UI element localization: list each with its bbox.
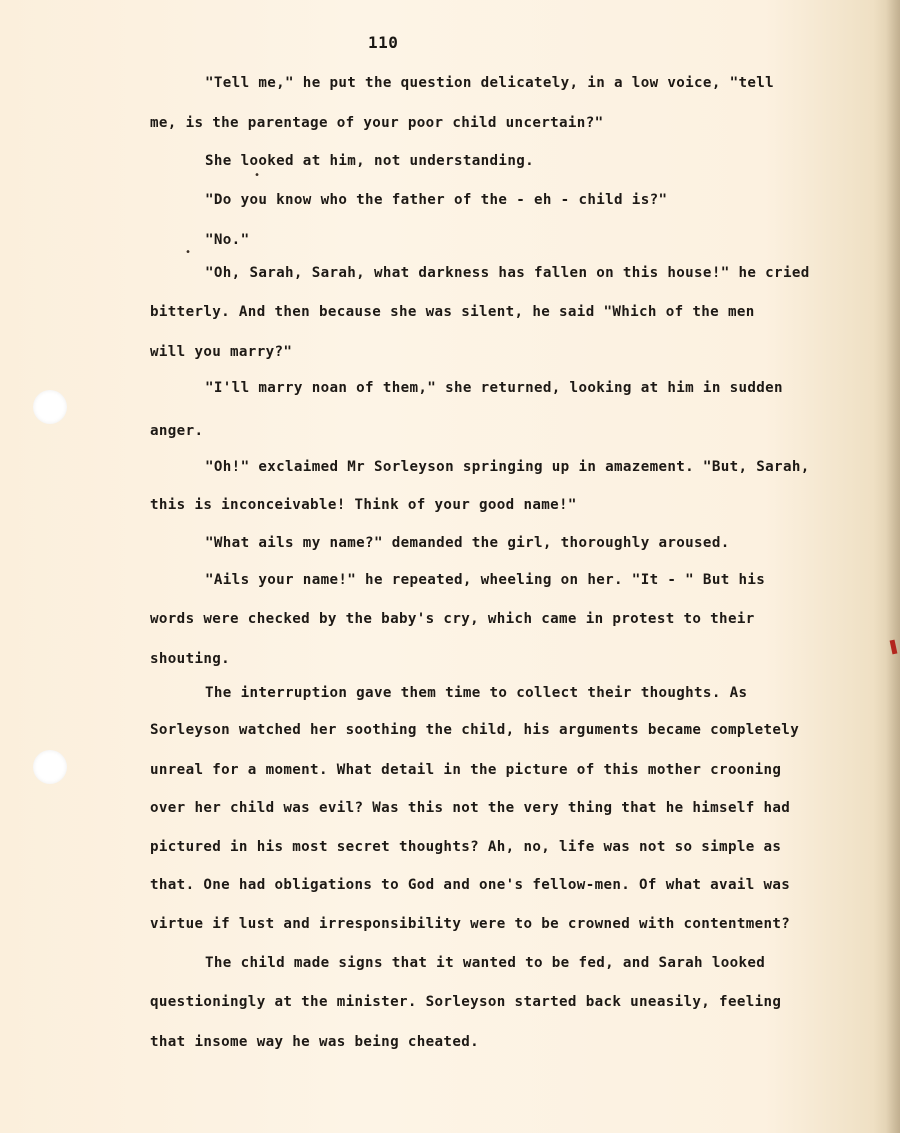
text-line: "No." [205, 232, 250, 248]
page-edge-shadow [886, 0, 900, 1133]
text-line: The child made signs that it wanted to be fed, and Sarah looked [205, 955, 766, 971]
text-line: "Tell me," he put the question delicately, in a low voice, "tell [205, 75, 775, 91]
ink-dot: • [254, 170, 261, 181]
text-line: me, is the parentage of your poor child uncertain?" [150, 115, 604, 131]
text-line: that insome way he was being cheated. [150, 1034, 479, 1050]
text-line: The interruption gave them time to collect their thoughts. As [205, 685, 748, 701]
text-line: "Oh, Sarah, Sarah, what darkness has fallen on this house!" he cried [205, 265, 810, 281]
text-line: "Ails your name!" he repeated, wheeling on her. "It - " But his [205, 572, 766, 588]
text-line: She looked at him, not understanding. [205, 153, 534, 169]
text-line: "Oh!" exclaimed Mr Sorleyson springing up in amazement. "But, Sarah, [205, 459, 810, 475]
text-line: this is inconceivable! Think of your good name!" [150, 497, 577, 513]
text-line: will you marry?" [150, 344, 293, 360]
ink-dot: • [185, 247, 192, 258]
text-line: anger. [150, 423, 204, 439]
punch-hole-top [33, 390, 67, 424]
text-line: virtue if lust and irresponsibility were to be crowned with contentment? [150, 916, 791, 932]
text-line: "Do you know who the father of the - eh - child is?" [205, 192, 668, 208]
text-line: over her child was evil? Was this not the very thing that he himself had [150, 800, 791, 816]
text-line: "What ails my name?" demanded the girl, thoroughly aroused. [205, 535, 730, 551]
page-number: 110 [368, 33, 399, 52]
text-line: bitterly. And then because she was silent, he said "Which of the men [150, 304, 755, 320]
text-line: unreal for a moment. What detail in the picture of this mother crooning [150, 762, 782, 778]
text-line: that. One had obligations to God and one's fellow-men. Of what avail was [150, 877, 791, 893]
text-line: shouting. [150, 651, 231, 667]
text-line: pictured in his most secret thoughts? Ah, no, life was not so simple as [150, 839, 782, 855]
text-line: words were checked by the baby's cry, which came in protest to their [150, 611, 755, 627]
text-line: questioningly at the minister. Sorleyson started back uneasily, feeling [150, 994, 782, 1010]
text-line: Sorleyson watched her soothing the child, his arguments became completely [150, 722, 800, 738]
text-line: "I'll marry noan of them," she returned, looking at him in sudden [205, 380, 783, 396]
punch-hole-bottom [33, 750, 67, 784]
